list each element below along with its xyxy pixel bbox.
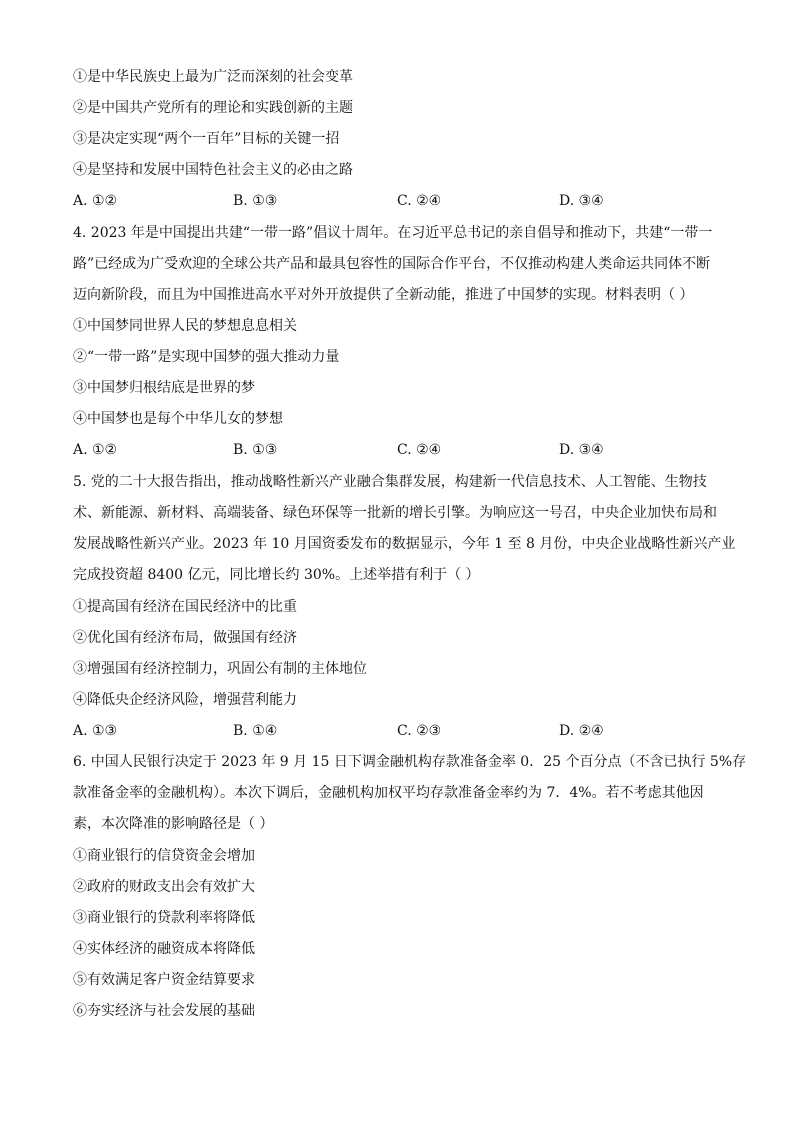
q6-stem-line-3: 素，本次降准的影响路径是（ ） xyxy=(73,816,274,832)
q4-option-c: C. ②④ xyxy=(397,442,442,458)
q5-choice-4: ④降低央企经济风险，增强营利能力 xyxy=(73,692,297,708)
q3-option-b: B. ①③ xyxy=(233,193,278,209)
q4-stem-line-1: 4. 2023 年是中国提出共建“一带一路”倡议十周年。在习近平总书记的亲自倡导和推动下，共建“一带一 xyxy=(73,225,713,241)
q5-choice-1: ①提高国有经济在国民经济中的比重 xyxy=(73,599,297,615)
q3-choice-4: ④是坚持和发展中国特色社会主义的必由之路 xyxy=(73,162,353,178)
q5-option-a: A. ①③ xyxy=(73,723,118,739)
q5-stem-line-3: 发展战略性新兴产业。2023 年 10 月国资委发布的数据显示，今年 1 至 8 月份，中央企业战略性新兴产业 xyxy=(73,536,736,552)
q5-stem-line-1: 5. 党的二十大报告指出，推动战略性新兴产业融合集群发展，构建新一代信息技术、人工智能、生物技 xyxy=(73,474,707,490)
q6-stem-line-2: 款准备金率的金融机构）。本次下调后，金融机构加权平均存款准备金率约为 7．4%。若不考虑其他因 xyxy=(73,785,704,801)
q5-choice-3: ③增强国有经济控制力，巩固公有制的主体地位 xyxy=(73,661,367,677)
q3-choice-2: ②是中国共产党所有的理论和实践创新的主题 xyxy=(73,100,353,116)
q6-choice-3: ③商业银行的贷款利率将降低 xyxy=(73,910,255,926)
q3-choice-1: ①是中华民族史上最为广泛而深刻的社会变革 xyxy=(73,69,353,85)
q3-option-c: C. ②④ xyxy=(397,193,442,209)
q4-choice-1: ①中国梦同世界人民的梦想息息相关 xyxy=(73,318,297,334)
q3-choice-3: ③是决定实现“两个一百年”目标的关键一招 xyxy=(73,131,340,147)
q6-choice-4: ④实体经济的融资成本将降低 xyxy=(73,941,255,957)
q4-answer-options xyxy=(73,440,723,460)
q4-stem-line-2: 路”已经成为广受欢迎的全球公共产品和最具包容性的国际合作平台，不仅推动构建人类命运共同体不断 xyxy=(73,256,711,272)
q3-answer-options xyxy=(73,191,723,211)
q4-stem-line-3: 迈向新阶段，而且为中国推进高水平对外开放提供了全新动能，推进了中国梦的实现。材料表明（ ） xyxy=(73,287,694,303)
q6-stem-line-1: 6. 中国人民银行决定于 2023 年 9 月 15 日下调金融机构存款准备金率 0．25 个百分点（不含已执行 5%存 xyxy=(73,754,747,770)
q6-choice-2: ②政府的财政支出会有效扩大 xyxy=(73,879,255,895)
q5-option-c: C. ②③ xyxy=(397,723,442,739)
q6-choice-6: ⑥夯实经济与社会发展的基础 xyxy=(73,1003,255,1019)
q5-option-d: D. ②④ xyxy=(559,723,604,739)
q4-option-b: B. ①③ xyxy=(233,442,278,458)
q5-stem-line-4: 完成投资超 8400 亿元，同比增长约 30%。上述举措有利于（ ） xyxy=(73,567,480,583)
q4-option-d: D. ③④ xyxy=(559,442,604,458)
q4-choice-3: ③中国梦归根结底是世界的梦 xyxy=(73,380,255,396)
q6-choice-5: ⑤有效满足客户资金结算要求 xyxy=(73,972,255,988)
q5-stem-line-2: 术、新能源、新材料、高端装备、绿色环保等一批新的增长引擎。为响应这一号召，中央企业加快布局和 xyxy=(73,505,717,521)
q4-option-a: A. ①② xyxy=(73,442,118,458)
q4-choice-4: ④中国梦也是每个中华儿女的梦想 xyxy=(73,411,283,427)
q3-option-d: D. ③④ xyxy=(559,193,604,209)
q4-choice-2: ②“一带一路”是实现中国梦的强大推动力量 xyxy=(73,349,340,365)
q5-option-b: B. ①④ xyxy=(233,723,278,739)
q5-choice-2: ②优化国有经济布局，做强国有经济 xyxy=(73,630,297,646)
q6-choice-1: ①商业银行的信贷资金会增加 xyxy=(73,848,255,864)
q3-option-a: A. ①② xyxy=(73,193,118,209)
q5-answer-options xyxy=(73,721,723,741)
